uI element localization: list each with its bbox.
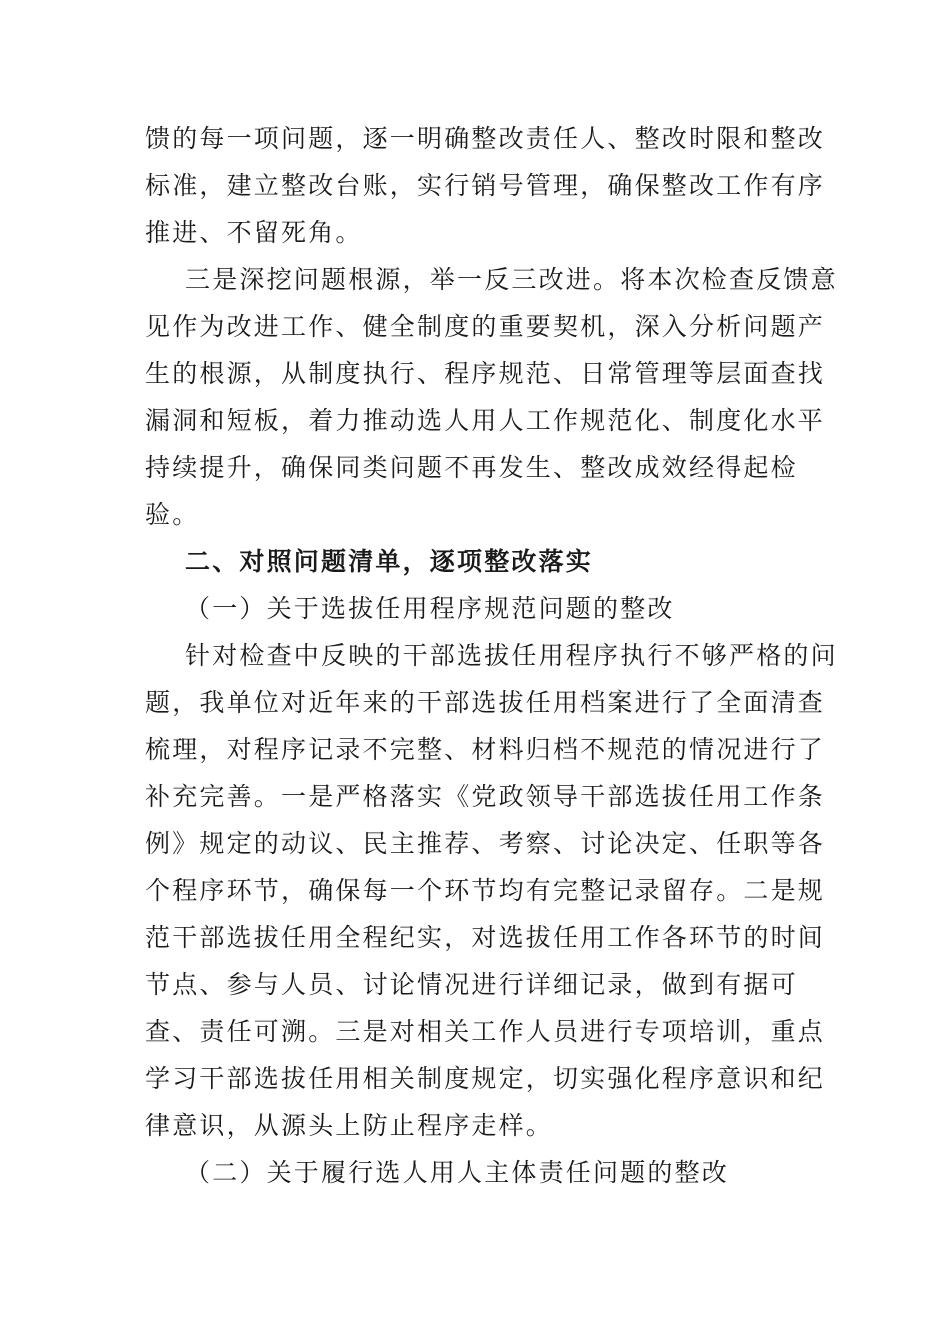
paragraph-line: 个程序环节，确保每一个环节均有完整记录留存。二是规 [145,876,826,905]
paragraph-line: 针对检查中反映的干部选拔任用程序执行不够严格的问 [185,641,838,670]
paragraph-line: 梳理，对程序记录不完整、材料归档不规范的情况进行了 [145,735,826,764]
section-heading: 二、对照问题清单，逐项整改落实 [185,547,594,576]
paragraph-line: 推进、不留死角。 [145,218,363,247]
paragraph-line: 持续提升，确保同类问题不再发生、整改成效经得起检 [145,453,798,482]
paragraph-line: 见作为改进工作、健全制度的重要契机，深入分析问题产 [145,312,826,341]
paragraph-line: 标准，建立整改台账，实行销号管理，确保整改工作有序 [145,171,826,200]
paragraph-line: 律意识，从源头上防止程序走样。 [145,1111,554,1140]
paragraph-line: 范干部选拔任用全程纪实，对选拔任用工作各环节的时间 [145,923,826,952]
paragraph-line: 题，我单位对近年来的干部选拔任用档案进行了全面清查 [145,688,826,717]
paragraph-line: 验。 [145,500,200,529]
paragraph-line: 学习干部选拔任用相关制度规定，切实强化程序意识和纪 [145,1064,826,1093]
paragraph-line: 补充完善。一是严格落实《党政领导干部选拔任用工作条 [145,782,826,811]
subsection-heading: （一）关于选拔任用程序规范问题的整改 [185,594,675,623]
paragraph-line: 查、责任可溯。三是对相关工作人员进行专项培训，重点 [145,1017,826,1046]
paragraph-line: 生的根源，从制度执行、程序规范、日常管理等层面查找 [145,359,826,388]
subsection-heading: （二）关于履行选人用人主体责任问题的整改 [185,1158,730,1187]
paragraph-line: 馈的每一项问题，逐一明确整改责任人、整改时限和整改 [145,124,826,153]
paragraph-line: 三是深挖问题根源，举一反三改进。将本次检查反馈意 [185,265,838,294]
paragraph-line: 漏洞和短板，着力推动选人用人工作规范化、制度化水平 [145,406,826,435]
paragraph-line: 节点、参与人员、讨论情况进行详细记录，做到有据可 [145,970,798,999]
paragraph-line: 例》规定的动议、民主推荐、考察、讨论决定、任职等各 [145,829,826,858]
